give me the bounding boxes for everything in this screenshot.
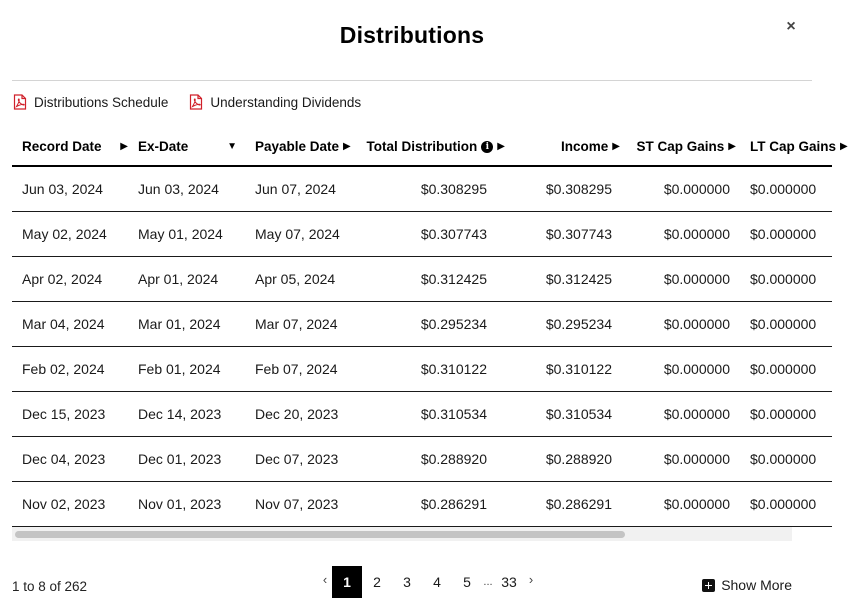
page-33-button[interactable]: 33: [501, 574, 517, 590]
table-body: [12, 166, 832, 526]
chevron-left-icon[interactable]: ‹: [322, 571, 328, 587]
understanding-dividends-label: Understanding Dividends: [210, 94, 362, 110]
sort-arrow-icon: ▶: [728, 141, 736, 152]
lt-cap-gains-cell: $0.000000: [740, 166, 832, 211]
column-header-label: Record Date: [22, 139, 102, 154]
payable-date-cell: Feb 07, 2024: [245, 346, 361, 391]
sort-arrow-icon: ▶: [612, 141, 620, 152]
ex-date-cell: Mar 01, 2024: [128, 301, 245, 346]
page-1-button[interactable]: 1: [332, 566, 362, 598]
sort-arrow-icon: ▶: [120, 141, 128, 152]
modal-title: Distributions: [339, 22, 485, 48]
column-header-payable-date[interactable]: [245, 128, 361, 166]
payable-date-cell: Nov 07, 2023: [245, 481, 361, 526]
record-date-cell: Apr 02, 2024: [12, 256, 128, 301]
show-more-label: Show More: [721, 577, 792, 593]
table-row: [12, 256, 832, 301]
doc-links: [12, 93, 361, 111]
income-cell: $0.310122: [507, 346, 624, 391]
column-header-label: ST Cap Gains: [636, 139, 725, 154]
payable-date-cell: Dec 07, 2023: [245, 436, 361, 481]
record-date-cell: Jun 03, 2024: [12, 166, 128, 211]
income-cell: $0.286291: [507, 481, 624, 526]
table-row: [12, 211, 832, 256]
show-more-button[interactable]: [702, 577, 792, 593]
column-header-lt-cap-gains[interactable]: [740, 128, 848, 166]
st-cap-gains-cell: $0.000000: [624, 301, 740, 346]
table-row: [12, 301, 832, 346]
payable-date-cell: Jun 07, 2024: [245, 166, 361, 211]
column-header-total-distribution[interactable]: [361, 128, 507, 166]
close-icon[interactable]: ×: [786, 18, 796, 35]
understanding-dividends-link[interactable]: [188, 93, 361, 111]
sort-arrow-icon: ▶: [497, 141, 505, 152]
column-header-income[interactable]: [507, 128, 624, 166]
st-cap-gains-cell: $0.000000: [624, 391, 740, 436]
pdf-icon: [12, 94, 28, 110]
sort-arrow-icon: ▼: [227, 141, 237, 152]
total-distribution-cell: $0.286291: [361, 481, 507, 526]
table-row: [12, 436, 832, 481]
page-4-button[interactable]: 4: [433, 574, 441, 590]
table-row: [12, 346, 832, 391]
payable-date-cell: Apr 05, 2024: [245, 256, 361, 301]
column-header-record-date[interactable]: [12, 128, 128, 166]
income-cell: $0.295234: [507, 301, 624, 346]
info-icon[interactable]: i: [481, 141, 493, 153]
payable-date-cell: May 07, 2024: [245, 211, 361, 256]
income-cell: $0.312425: [507, 256, 624, 301]
payable-date-cell: Dec 20, 2023: [245, 391, 361, 436]
st-cap-gains-cell: $0.000000: [624, 166, 740, 211]
table-row: [12, 166, 832, 211]
st-cap-gains-cell: $0.000000: [624, 481, 740, 526]
st-cap-gains-cell: $0.000000: [624, 211, 740, 256]
column-header-label: Total Distribution: [366, 139, 478, 154]
st-cap-gains-cell: $0.000000: [624, 346, 740, 391]
income-cell: $0.307743: [507, 211, 624, 256]
distributions-table-container: [12, 128, 848, 538]
ex-date-cell: Dec 14, 2023: [128, 391, 245, 436]
lt-cap-gains-cell: $0.000000: [740, 436, 832, 481]
total-distribution-cell: $0.310122: [361, 346, 507, 391]
sort-arrow-icon: ▶: [343, 141, 351, 152]
column-header-label: LT Cap Gains: [750, 139, 837, 154]
distributions-schedule-label: Distributions Schedule: [34, 94, 169, 110]
lt-cap-gains-cell: $0.000000: [740, 211, 832, 256]
record-date-cell: May 02, 2024: [12, 211, 128, 256]
column-header-label: Payable Date: [255, 139, 340, 154]
pagination-range-text: 1 to 8 of 262: [12, 579, 88, 594]
page-2-button[interactable]: 2: [373, 574, 381, 590]
page-3-button[interactable]: 3: [403, 574, 411, 590]
distributions-schedule-link[interactable]: [12, 93, 168, 111]
pagination: [318, 566, 538, 598]
ex-date-cell: May 01, 2024: [128, 211, 245, 256]
total-distribution-cell: $0.307743: [361, 211, 507, 256]
total-distribution-cell: $0.295234: [361, 301, 507, 346]
lt-cap-gains-cell: $0.000000: [740, 256, 832, 301]
ex-date-cell: Jun 03, 2024: [128, 166, 245, 211]
plus-icon: [702, 579, 715, 592]
total-distribution-cell: $0.312425: [361, 256, 507, 301]
lt-cap-gains-cell: $0.000000: [740, 391, 832, 436]
income-cell: $0.308295: [507, 166, 624, 211]
lt-cap-gains-cell: $0.000000: [740, 346, 832, 391]
table-row: [12, 391, 832, 436]
ex-date-cell: Apr 01, 2024: [128, 256, 245, 301]
column-header-label: Income: [561, 139, 609, 154]
total-distribution-cell: $0.308295: [361, 166, 507, 211]
pagination-ellipsis: ...: [483, 576, 493, 588]
record-date-cell: Feb 02, 2024: [12, 346, 128, 391]
column-header-label: Ex-Date: [138, 139, 189, 154]
total-distribution-cell: $0.310534: [361, 391, 507, 436]
column-header-ex-date[interactable]: [128, 128, 245, 166]
income-cell: $0.310534: [507, 391, 624, 436]
ex-date-cell: Feb 01, 2024: [128, 346, 245, 391]
record-date-cell: Nov 02, 2023: [12, 481, 128, 526]
table-header-row: [12, 128, 832, 166]
ex-date-cell: Nov 01, 2023: [128, 481, 245, 526]
horizontal-scrollbar[interactable]: [12, 527, 792, 541]
pdf-icon: [188, 94, 204, 110]
st-cap-gains-cell: $0.000000: [624, 436, 740, 481]
chevron-right-icon[interactable]: ›: [528, 571, 534, 587]
column-header-st-cap-gains[interactable]: [624, 128, 740, 166]
income-cell: $0.288920: [507, 436, 624, 481]
divider: [12, 80, 812, 81]
payable-date-cell: Mar 07, 2024: [245, 301, 361, 346]
total-distribution-cell: $0.288920: [361, 436, 507, 481]
scrollbar-thumb[interactable]: [15, 531, 625, 538]
lt-cap-gains-cell: $0.000000: [740, 481, 832, 526]
distributions-table: [12, 128, 848, 527]
page-5-button[interactable]: 5: [463, 574, 471, 590]
record-date-cell: Dec 15, 2023: [12, 391, 128, 436]
ex-date-cell: Dec 01, 2023: [128, 436, 245, 481]
record-date-cell: Mar 04, 2024: [12, 301, 128, 346]
table-row: [12, 481, 832, 526]
sort-arrow-icon: ▶: [840, 141, 848, 152]
st-cap-gains-cell: $0.000000: [624, 256, 740, 301]
lt-cap-gains-cell: $0.000000: [740, 301, 832, 346]
record-date-cell: Dec 04, 2023: [12, 436, 128, 481]
